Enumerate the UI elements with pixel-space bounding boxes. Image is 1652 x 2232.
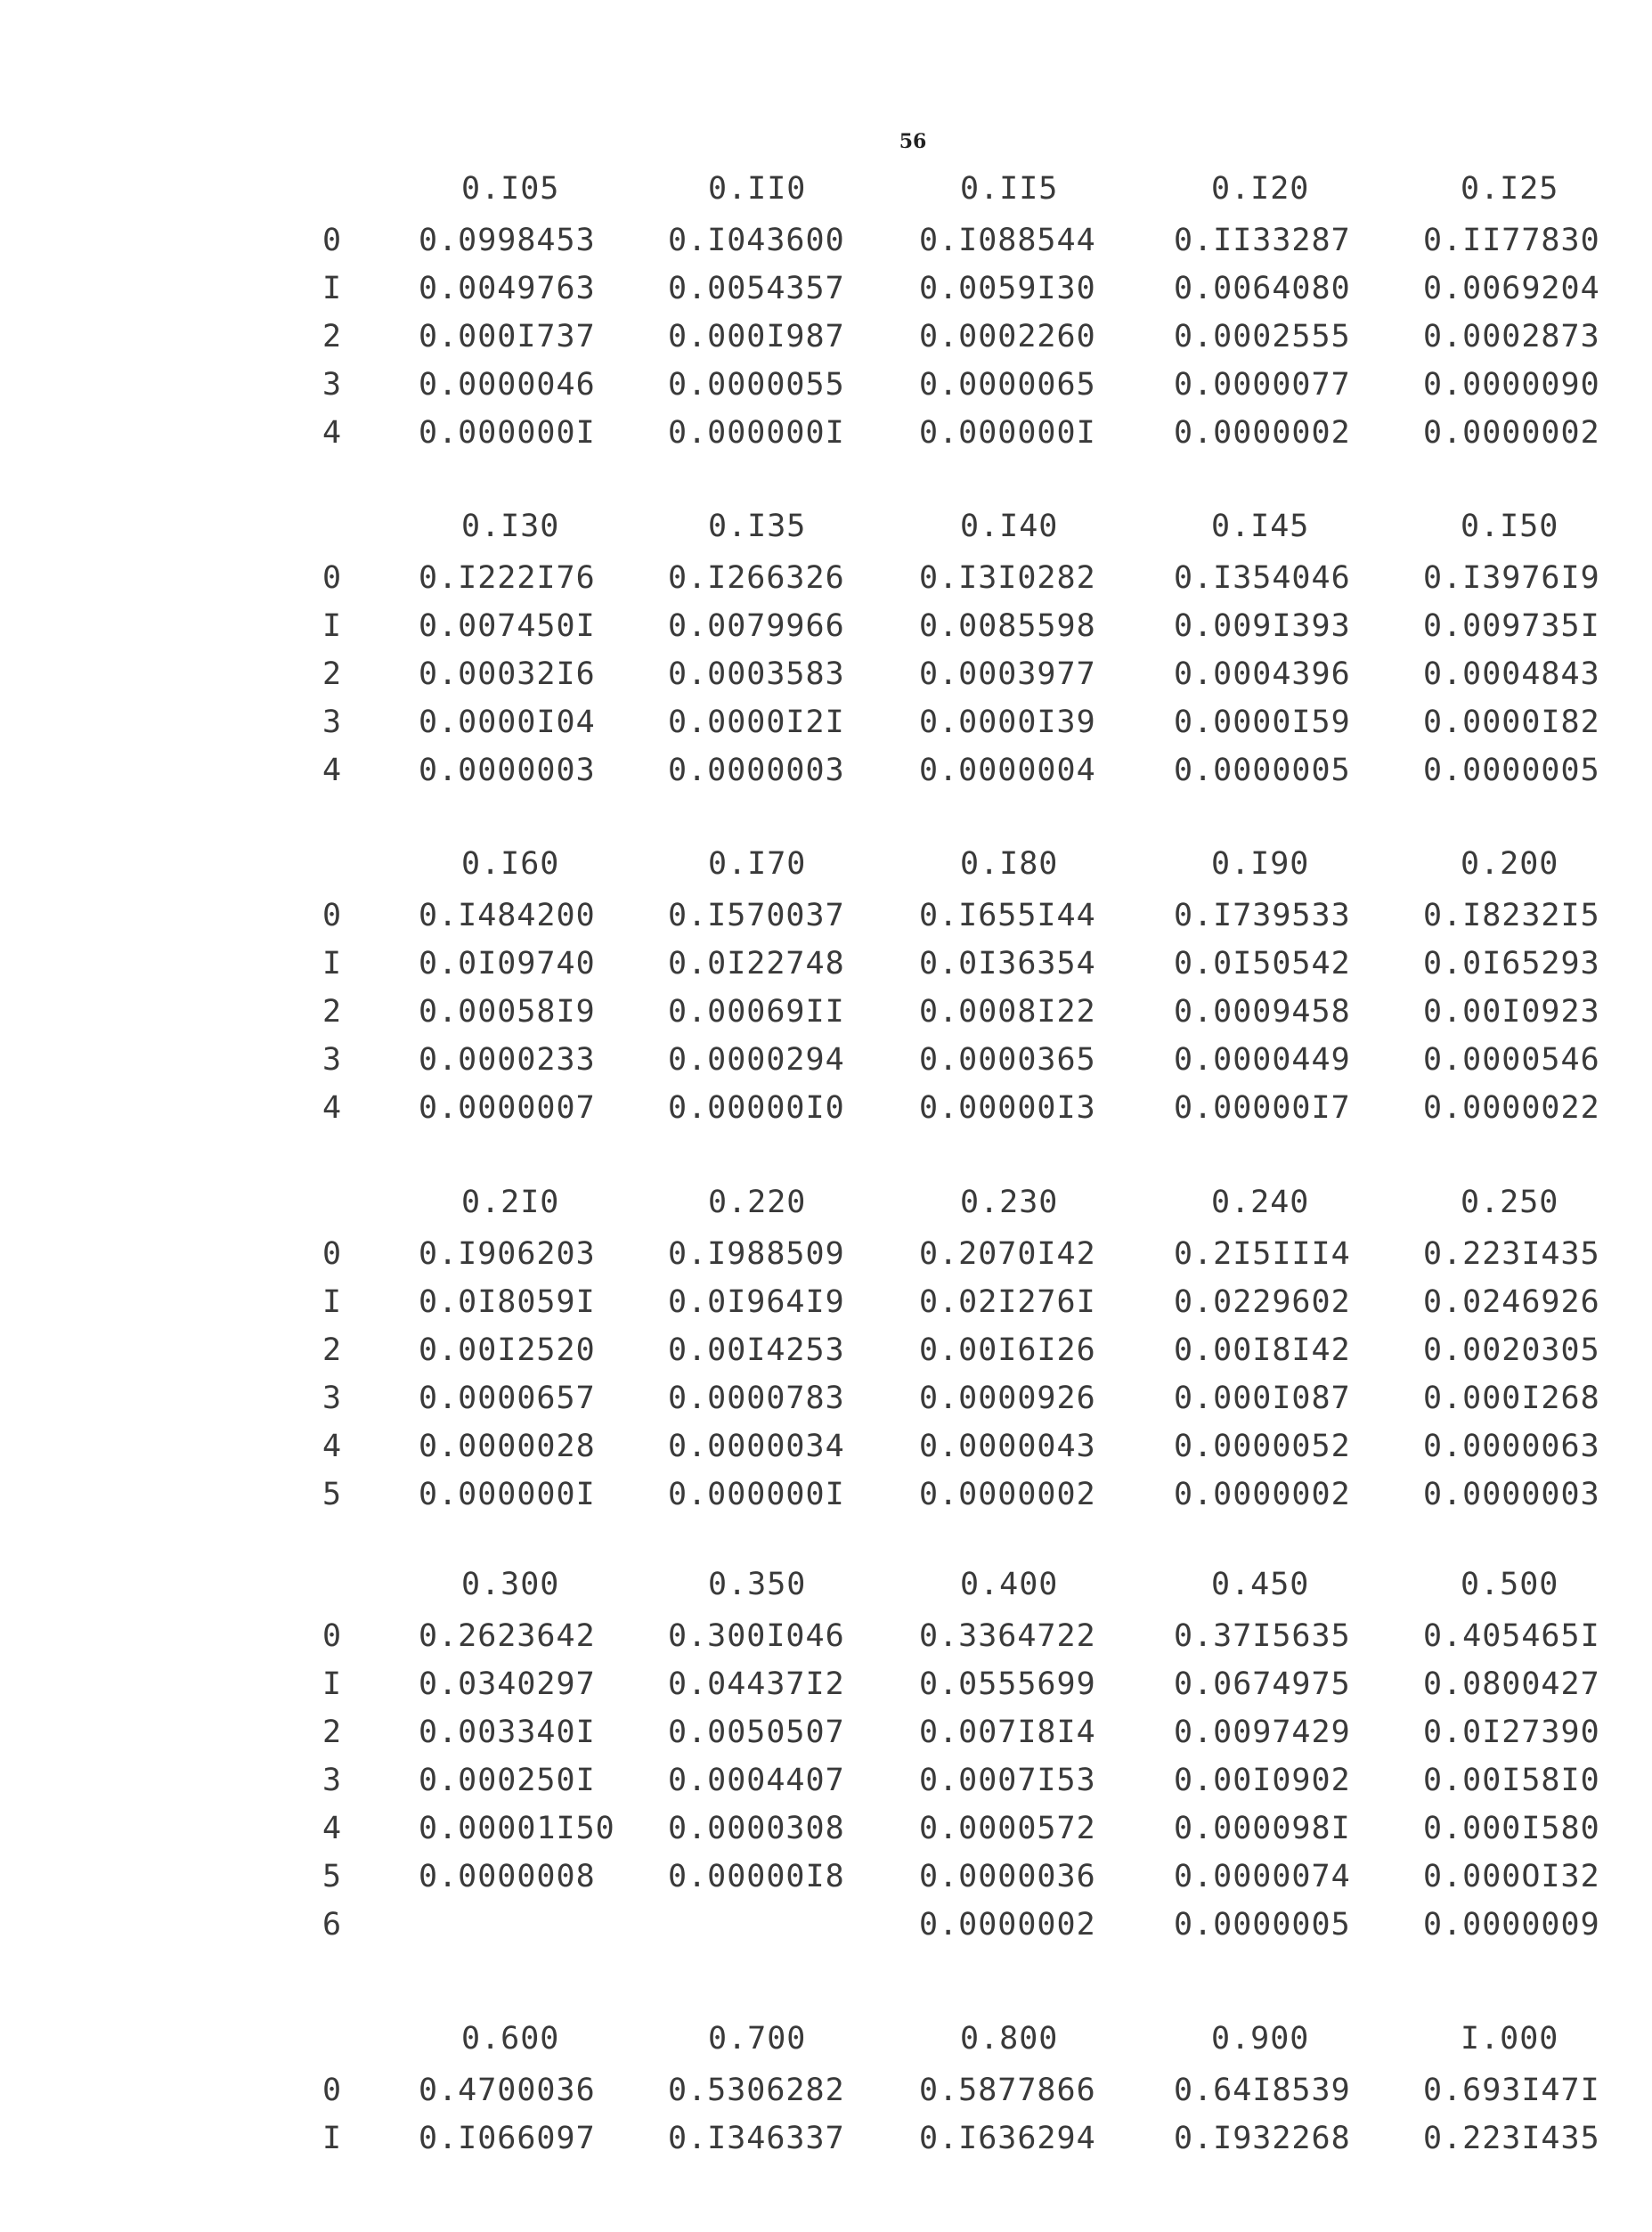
- table-cell: 0.0003977: [919, 656, 1096, 692]
- table-cell: 0.I3I0282: [919, 560, 1096, 596]
- table-cell: 0.0I65293: [1423, 946, 1600, 982]
- table-cell: 0.0059I30: [919, 271, 1096, 306]
- table-cell: 0.0I36354: [919, 946, 1096, 982]
- table-cell: 0.0000002: [919, 1907, 1096, 1943]
- table-cell: 0.I570037: [668, 898, 845, 933]
- row-index: 2: [322, 1332, 343, 1368]
- row-index: 5: [322, 1859, 343, 1894]
- table-cell: 0.0000I39: [919, 705, 1096, 740]
- table-cell: 0.00I0923: [1423, 994, 1600, 1030]
- table-block: [0, 2021, 1652, 2169]
- table-row: [0, 994, 1652, 1042]
- table-cell: 0.0000005: [1174, 753, 1351, 788]
- row-index: 3: [322, 1763, 343, 1798]
- table-cell: 0.000I987: [668, 319, 845, 354]
- row-index: 2: [322, 319, 343, 354]
- table-cell: 0.000000I: [419, 1477, 596, 1512]
- table-cell: 0.0000046: [419, 367, 596, 403]
- table-cell: 0.007I8I4: [919, 1715, 1096, 1750]
- row-index: 6: [322, 1907, 343, 1943]
- table-block: [0, 846, 1652, 1138]
- column-header: 0.500: [1461, 1567, 1559, 1602]
- table-row: [0, 1859, 1652, 1907]
- table-row: [0, 1763, 1652, 1811]
- table-cell: 0.0064080: [1174, 271, 1351, 306]
- table-row: [0, 1090, 1652, 1138]
- table-row: [0, 1811, 1652, 1859]
- table-cell: 0.0054357: [668, 271, 845, 306]
- row-index: 5: [322, 1477, 343, 1512]
- column-header: 0.I60: [461, 846, 560, 882]
- table-cell: 0.3364722: [919, 1618, 1096, 1654]
- table-cell: 0.0085598: [919, 608, 1096, 644]
- table-cell: 0.0008I22: [919, 994, 1096, 1030]
- table-row: [0, 415, 1652, 463]
- table-cell: 0.0004843: [1423, 656, 1600, 692]
- table-cell: 0.5306282: [668, 2073, 845, 2108]
- table-cell: 0.I8232I5: [1423, 898, 1600, 933]
- column-header: 0.450: [1211, 1567, 1310, 1602]
- table-cell: 0.0000294: [668, 1042, 845, 1078]
- table-cell: 0.5877866: [919, 2073, 1096, 2108]
- row-index: 3: [322, 1042, 343, 1078]
- table-cell: 0.I066097: [419, 2121, 596, 2156]
- table-cell: 0.0I27390: [1423, 1715, 1600, 1750]
- table-block: [0, 171, 1652, 463]
- table-cell: 0.I043600: [668, 223, 845, 258]
- row-index: 3: [322, 367, 343, 403]
- table-cell: 0.00I0902: [1174, 1763, 1351, 1798]
- table-block: [0, 509, 1652, 801]
- table-cell: 0.0004407: [668, 1763, 845, 1798]
- row-index: I: [322, 946, 343, 982]
- row-index: 0: [322, 223, 343, 258]
- table-cell: 0.007450I: [419, 608, 596, 644]
- table-cell: 0.2623642: [419, 1618, 596, 1654]
- row-index: 0: [322, 898, 343, 933]
- row-index: 4: [322, 753, 343, 788]
- table-cell: 0.000OI32: [1423, 1859, 1600, 1894]
- column-header: 0.I90: [1211, 846, 1310, 882]
- column-header: 0.400: [960, 1567, 1059, 1602]
- table-cell: 0.64I8539: [1174, 2073, 1351, 2108]
- table-cell: 0.000098I: [1174, 1811, 1351, 1846]
- column-header: I.000: [1461, 2021, 1559, 2057]
- row-index: 4: [322, 1429, 343, 1464]
- table-cell: 0.003340I: [419, 1715, 596, 1750]
- row-index: 4: [322, 1090, 343, 1126]
- table-cell: 0.300I046: [668, 1618, 845, 1654]
- column-header: 0.I80: [960, 846, 1059, 882]
- table-block: [0, 1185, 1652, 1525]
- column-header: 0.I50: [1461, 509, 1559, 544]
- column-header: 0.I35: [708, 509, 807, 544]
- table-cell: 0.0555699: [919, 1666, 1096, 1702]
- table-cell: 0.0I09740: [419, 946, 596, 982]
- table-cell: 0.00069II: [668, 994, 845, 1030]
- table-cell: 0.0000063: [1423, 1429, 1600, 1464]
- table-cell: 0.0000572: [919, 1811, 1096, 1846]
- table-cell: 0.2I5III4: [1174, 1236, 1351, 1272]
- table-cell: 0.0000003: [1423, 1477, 1600, 1512]
- table-row: [0, 705, 1652, 753]
- column-header: 0.I30: [461, 509, 560, 544]
- column-header: 0.800: [960, 2021, 1059, 2057]
- row-index: 3: [322, 1381, 343, 1416]
- table-row: [0, 1381, 1652, 1429]
- table-cell: 0.000I737: [419, 319, 596, 354]
- table-row: [0, 1666, 1652, 1715]
- table-cell: 0.0I22748: [668, 946, 845, 982]
- row-index: I: [322, 1666, 343, 1702]
- header-row: [0, 171, 1652, 223]
- table-cell: 0.00000I0: [668, 1090, 845, 1126]
- table-cell: 0.0340297: [419, 1666, 596, 1702]
- row-index: I: [322, 2121, 343, 2156]
- table-cell: 0.00032I6: [419, 656, 596, 692]
- column-header: 0.900: [1211, 2021, 1310, 2057]
- table-cell: 0.0000308: [668, 1811, 845, 1846]
- table-cell: 0.0000003: [419, 753, 596, 788]
- column-header: 0.I45: [1211, 509, 1310, 544]
- table-row: [0, 656, 1652, 705]
- table-cell: 0.I3976I9: [1423, 560, 1600, 596]
- table-row: [0, 1429, 1652, 1477]
- table-cell: 0.0000783: [668, 1381, 845, 1416]
- row-index: 2: [322, 1715, 343, 1750]
- table-cell: 0.0674975: [1174, 1666, 1351, 1702]
- table-row: [0, 1332, 1652, 1381]
- table-cell: 0.I739533: [1174, 898, 1351, 933]
- table-cell: 0.0000449: [1174, 1042, 1351, 1078]
- row-index: 2: [322, 656, 343, 692]
- column-header: 0.600: [461, 2021, 560, 2057]
- table-cell: 0.II77830: [1423, 223, 1600, 258]
- table-cell: 0.0079966: [668, 608, 845, 644]
- table-cell: 0.I655I44: [919, 898, 1096, 933]
- table-cell: 0.00I4253: [668, 1332, 845, 1368]
- table-cell: 0.37I5635: [1174, 1618, 1351, 1654]
- table-row: [0, 271, 1652, 319]
- column-header: 0.I20: [1211, 171, 1310, 207]
- table-cell: 0.0000002: [919, 1477, 1096, 1512]
- row-index: 2: [322, 994, 343, 1030]
- table-cell: 0.00I58I0: [1423, 1763, 1600, 1798]
- table-cell: 0.000000I: [419, 415, 596, 451]
- table-cell: 0.0I50542: [1174, 946, 1351, 982]
- column-header: 0.240: [1211, 1185, 1310, 1220]
- table-cell: 0.0009458: [1174, 994, 1351, 1030]
- column-header: 0.II0: [708, 171, 807, 207]
- table-cell: 0.000250I: [419, 1763, 596, 1798]
- page-number: 56: [899, 130, 927, 153]
- table-cell: 0.I932268: [1174, 2121, 1351, 2156]
- column-header: 0.250: [1461, 1185, 1559, 1220]
- table-cell: 0.0229602: [1174, 1284, 1351, 1320]
- table-cell: 0.223I435: [1423, 1236, 1600, 1272]
- table-cell: 0.009I393: [1174, 608, 1351, 644]
- table-cell: 0.0000233: [419, 1042, 596, 1078]
- table-row: [0, 2073, 1652, 2121]
- table-cell: 0.009735I: [1423, 608, 1600, 644]
- table-cell: 0.0000034: [668, 1429, 845, 1464]
- table-row: [0, 1284, 1652, 1332]
- column-header: 0.I25: [1461, 171, 1559, 207]
- table-cell: 0.0000002: [1423, 415, 1600, 451]
- table-cell: 0.0002555: [1174, 319, 1351, 354]
- table-cell: 0.00001I50: [419, 1811, 615, 1846]
- table-cell: 0.0020305: [1423, 1332, 1600, 1368]
- column-header: 0.I70: [708, 846, 807, 882]
- table-cell: 0.0I964I9: [668, 1284, 845, 1320]
- table-cell: 0.0000007: [419, 1090, 596, 1126]
- table-cell: 0.0000074: [1174, 1859, 1351, 1894]
- table-block: [0, 1567, 1652, 1955]
- table-cell: 0.0000005: [1423, 753, 1600, 788]
- table-cell: 0.00058I9: [419, 994, 596, 1030]
- row-index: I: [322, 608, 343, 644]
- table-row: [0, 319, 1652, 367]
- table-row: [0, 1618, 1652, 1666]
- table-cell: 0.I088544: [919, 223, 1096, 258]
- column-header: 0.300: [461, 1567, 560, 1602]
- table-cell: 0.00I2520: [419, 1332, 596, 1368]
- column-header: 0.II5: [960, 171, 1059, 207]
- table-cell: 0.0000065: [919, 367, 1096, 403]
- table-cell: 0.I222I76: [419, 560, 596, 596]
- column-header: 0.220: [708, 1185, 807, 1220]
- table-cell: 0.I484200: [419, 898, 596, 933]
- table-row: [0, 946, 1652, 994]
- table-cell: 0.0000003: [668, 753, 845, 788]
- table-cell: 0.000000I: [919, 415, 1096, 451]
- table-cell: 0.0000005: [1174, 1907, 1351, 1943]
- table-row: [0, 1715, 1652, 1763]
- table-cell: 0.0000I04: [419, 705, 596, 740]
- header-row: [0, 1567, 1652, 1618]
- table-cell: 0.0998453: [419, 223, 596, 258]
- table-cell: 0.0000052: [1174, 1429, 1351, 1464]
- row-index: 0: [322, 1236, 343, 1272]
- table-cell: 0.2070I42: [919, 1236, 1096, 1272]
- table-cell: 0.I636294: [919, 2121, 1096, 2156]
- table-row: [0, 2121, 1652, 2169]
- table-cell: 0.000I087: [1174, 1381, 1351, 1416]
- table-row: [0, 1477, 1652, 1525]
- table-cell: 0.0003583: [668, 656, 845, 692]
- header-row: [0, 846, 1652, 898]
- table-cell: 0.0050507: [668, 1715, 845, 1750]
- table-cell: 0.00I8I42: [1174, 1332, 1351, 1368]
- column-header: 0.230: [960, 1185, 1059, 1220]
- table-cell: 0.4700036: [419, 2073, 596, 2108]
- table-cell: 0.0002873: [1423, 319, 1600, 354]
- table-cell: 0.0246926: [1423, 1284, 1600, 1320]
- table-cell: 0.0000365: [919, 1042, 1096, 1078]
- table-cell: 0.0000008: [419, 1859, 596, 1894]
- table-cell: 0.000000I: [668, 415, 845, 451]
- table-cell: 0.0000090: [1423, 367, 1600, 403]
- table-cell: 0.0000004: [919, 753, 1096, 788]
- table-cell: 0.0000I59: [1174, 705, 1351, 740]
- table-cell: 0.I346337: [668, 2121, 845, 2156]
- table-row: [0, 367, 1652, 415]
- table-row: [0, 898, 1652, 946]
- table-cell: 0.0000546: [1423, 1042, 1600, 1078]
- table-cell: 0.0000I2I: [668, 705, 845, 740]
- header-row: [0, 2021, 1652, 2073]
- column-header: 0.700: [708, 2021, 807, 2057]
- table-cell: 0.000I268: [1423, 1381, 1600, 1416]
- table-cell: 0.0000657: [419, 1381, 596, 1416]
- table-cell: 0.0004396: [1174, 656, 1351, 692]
- table-cell: 0.I266326: [668, 560, 845, 596]
- table-row: [0, 223, 1652, 271]
- table-cell: 0.00I6I26: [919, 1332, 1096, 1368]
- table-cell: 0.0I8059I: [419, 1284, 596, 1320]
- table-row: [0, 1907, 1652, 1955]
- table-cell: 0.0000043: [919, 1429, 1096, 1464]
- table-cell: 0.00000I8: [668, 1859, 845, 1894]
- row-index: I: [322, 271, 343, 306]
- table-cell: 0.223I435: [1423, 2121, 1600, 2156]
- table-cell: 0.00000I7: [1174, 1090, 1351, 1126]
- table-cell: 0.000I580: [1423, 1811, 1600, 1846]
- row-index: 0: [322, 560, 343, 596]
- table-cell: 0.0000036: [919, 1859, 1096, 1894]
- table-cell: 0.II33287: [1174, 223, 1351, 258]
- row-index: 4: [322, 415, 343, 451]
- table-cell: 0.0002260: [919, 319, 1096, 354]
- table-row: [0, 560, 1652, 608]
- table-cell: 0.0097429: [1174, 1715, 1351, 1750]
- table-cell: 0.000000I: [668, 1477, 845, 1512]
- row-index: I: [322, 1284, 343, 1320]
- table-cell: 0.0000022: [1423, 1090, 1600, 1126]
- table-cell: 0.04437I2: [668, 1666, 845, 1702]
- table-cell: 0.0800427: [1423, 1666, 1600, 1702]
- table-cell: 0.0000028: [419, 1429, 596, 1464]
- table-cell: 0.0000055: [668, 367, 845, 403]
- table-cell: 0.I354046: [1174, 560, 1351, 596]
- row-index: 0: [322, 2073, 343, 2108]
- table-cell: 0.02I276I: [919, 1284, 1096, 1320]
- table-cell: 0.0007I53: [919, 1763, 1096, 1798]
- table-cell: 0.0000I82: [1423, 705, 1600, 740]
- table-cell: 0.0069204: [1423, 271, 1600, 306]
- table-cell: 0.00000I3: [919, 1090, 1096, 1126]
- row-index: 4: [322, 1811, 343, 1846]
- table-cell: 0.0000002: [1174, 415, 1351, 451]
- table-cell: 0.0000077: [1174, 367, 1351, 403]
- row-index: 3: [322, 705, 343, 740]
- column-header: 0.I05: [461, 171, 560, 207]
- table-row: [0, 1042, 1652, 1090]
- row-index: 0: [322, 1618, 343, 1654]
- table-cell: 0.405465I: [1423, 1618, 1600, 1654]
- header-row: [0, 1185, 1652, 1236]
- table-cell: 0.693I47I: [1423, 2073, 1600, 2108]
- table-row: [0, 753, 1652, 801]
- header-row: [0, 509, 1652, 560]
- column-header: 0.350: [708, 1567, 807, 1602]
- table-row: [0, 1236, 1652, 1284]
- column-header: 0.2I0: [461, 1185, 560, 1220]
- column-header: 0.I40: [960, 509, 1059, 544]
- table-row: [0, 608, 1652, 656]
- column-header: 0.200: [1461, 846, 1559, 882]
- table-cell: 0.0049763: [419, 271, 596, 306]
- table-cell: 0.I906203: [419, 1236, 596, 1272]
- table-cell: 0.I988509: [668, 1236, 845, 1272]
- table-cell: 0.0000009: [1423, 1907, 1600, 1943]
- table-cell: 0.0000002: [1174, 1477, 1351, 1512]
- table-cell: 0.0000926: [919, 1381, 1096, 1416]
